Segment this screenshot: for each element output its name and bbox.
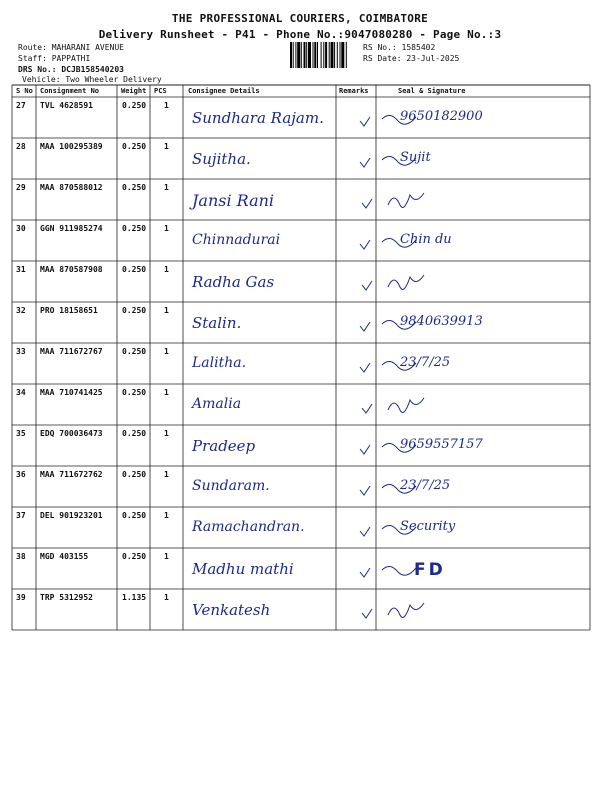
- staff-label: Staff:: [18, 54, 47, 63]
- row-signature: 9840639913: [400, 314, 483, 329]
- row-sno: 30: [16, 224, 26, 233]
- row-consignment: MAA 710741425: [40, 388, 103, 397]
- row-consignment: MAA 100295389: [40, 142, 103, 151]
- row-sno: 29: [16, 183, 26, 192]
- row-consignee: Madhu mathi: [192, 560, 294, 578]
- row-consignee: Pradeep: [192, 437, 256, 455]
- row-weight: 0.250: [122, 306, 147, 315]
- row-sno: 36: [16, 470, 26, 479]
- rs-no-line: [363, 43, 435, 52]
- row-consignment: MAA 711672762: [40, 470, 103, 479]
- row-sno: 39: [16, 593, 26, 602]
- row-consignment: MGD 403155: [40, 552, 89, 561]
- row-weight: 0.250: [122, 429, 147, 438]
- row-weight: 0.250: [122, 265, 147, 274]
- row-consignment: TVL 4628591: [40, 101, 93, 110]
- row-consignee: Venkatesh: [192, 601, 271, 619]
- row-pcs: 1: [164, 306, 169, 315]
- col-consignment: Consignment No: [40, 87, 100, 95]
- row-consignment: MAA 870587908: [40, 265, 103, 274]
- row-pcs: 1: [164, 388, 169, 397]
- ink-scribble: [362, 603, 424, 618]
- ink-scribble: [360, 566, 416, 577]
- col-remarks: Remarks: [339, 87, 369, 95]
- drs-value: DCJB15854020З: [61, 65, 124, 74]
- drs-line: [18, 65, 124, 74]
- row-sno: 37: [16, 511, 26, 520]
- row-signature: 23/7/25: [400, 478, 451, 493]
- row-weight: 0.250: [122, 183, 147, 192]
- row-weight: 0.250: [122, 511, 147, 520]
- row-consignment: TRP 5312952: [40, 593, 93, 602]
- row-sno: 27: [16, 101, 26, 110]
- rs-date-label: RS Date:: [363, 54, 402, 63]
- row-pcs: 1: [164, 347, 169, 356]
- row-consignee: Sundhara Rajam.: [192, 109, 324, 127]
- rs-no-value: 1585402: [401, 43, 436, 52]
- col-pcs: PCS: [154, 87, 167, 95]
- vehicle-line: [22, 75, 162, 84]
- row-sno: 34: [16, 388, 26, 397]
- row-pcs: 1: [164, 552, 169, 561]
- vehicle-label: Vehicle:: [22, 75, 61, 84]
- rs-date-value: 23-Jul-2025: [406, 54, 460, 63]
- row-pcs: 1: [164, 470, 169, 479]
- vehicle-value: Two Wheeler Delivery: [65, 75, 162, 84]
- row-signature: Sujit: [400, 150, 431, 165]
- row-signature: Chin du: [400, 232, 452, 247]
- row-consignee: Radha Gas: [192, 273, 275, 291]
- row-consignee: Sundaram.: [192, 478, 270, 494]
- row-consignee: Stalin.: [192, 314, 242, 332]
- row-weight: 0.250: [122, 347, 147, 356]
- row-consignment: MAA 870588012: [40, 183, 103, 192]
- row-weight: 0.250: [122, 552, 147, 561]
- col-consignee: Consignee Details: [188, 87, 260, 95]
- company-title: THE PROFESSIONAL COURIERS, COIMBATORE: [171, 12, 429, 25]
- row-weight: 0.250: [122, 470, 147, 479]
- row-consignment: EDQ 700036473: [40, 429, 103, 438]
- col-signature: Seal & Signature: [398, 87, 466, 95]
- barcode: [290, 42, 356, 68]
- runsheet-subtitle: Delivery Runsheet - P41 - Phone No.:9047080280 - Page No.:3: [98, 28, 502, 41]
- row-pcs: 1: [164, 142, 169, 151]
- row-consignee: Amalia: [192, 396, 242, 412]
- row-consignee: Ramachandran.: [192, 519, 305, 535]
- row-pcs: 1: [164, 593, 169, 602]
- row-sno: 28: [16, 142, 26, 151]
- row-pcs: 1: [164, 511, 169, 520]
- row-signature: 9650182900: [400, 109, 483, 124]
- row-pcs: 1: [164, 265, 169, 274]
- row-pcs: 1: [164, 429, 169, 438]
- row-sno: 32: [16, 306, 26, 315]
- staff-line: [18, 54, 90, 63]
- row-signature: 23/7/25: [400, 355, 451, 370]
- row-sno: 35: [16, 429, 26, 438]
- row-sno: 33: [16, 347, 26, 356]
- ink-scribble: [362, 193, 424, 208]
- row-consignee: Lalitha.: [192, 355, 247, 371]
- drs-label: DRS No.:: [18, 65, 57, 74]
- ink-scribble: [362, 398, 424, 413]
- row-weight: 0.250: [122, 224, 147, 233]
- row-sno: 31: [16, 265, 26, 274]
- route-label: Route:: [18, 43, 47, 52]
- route-line: [18, 43, 124, 52]
- rs-date-line: [363, 54, 459, 63]
- row-signature: 9659557157: [400, 437, 483, 452]
- row-signature: Security: [400, 519, 456, 534]
- row-weight: 0.250: [122, 388, 147, 397]
- col-sno: S No: [16, 87, 33, 95]
- row-consignment: PRO 18158651: [40, 306, 98, 315]
- row-weight: 0.250: [122, 101, 147, 110]
- row-pcs: 1: [164, 224, 169, 233]
- row-consignee: Sujitha.: [192, 150, 251, 168]
- row-weight: 0.250: [122, 142, 147, 151]
- row-weight: 1.135: [122, 593, 147, 602]
- row-pcs: 1: [164, 101, 169, 110]
- row-consignment: GGN 911985274: [40, 224, 103, 233]
- col-weight: Weight: [121, 87, 147, 95]
- row-consignment: MAA 711672767: [40, 347, 103, 356]
- route-value: MAHARANI AVENUE: [51, 43, 124, 52]
- staff-value: PAPPATHI: [51, 54, 91, 63]
- row-pcs: 1: [164, 183, 169, 192]
- row-signature: FD: [414, 560, 446, 580]
- row-sno: 38: [16, 552, 26, 561]
- row-consignee: Jansi Rani: [192, 191, 275, 210]
- row-consignee: Chinnadurai: [192, 232, 281, 248]
- row-consignment: DEL 901923201: [40, 511, 103, 520]
- ink-scribble: [362, 275, 424, 290]
- rs-no-label: RS No.:: [363, 43, 397, 52]
